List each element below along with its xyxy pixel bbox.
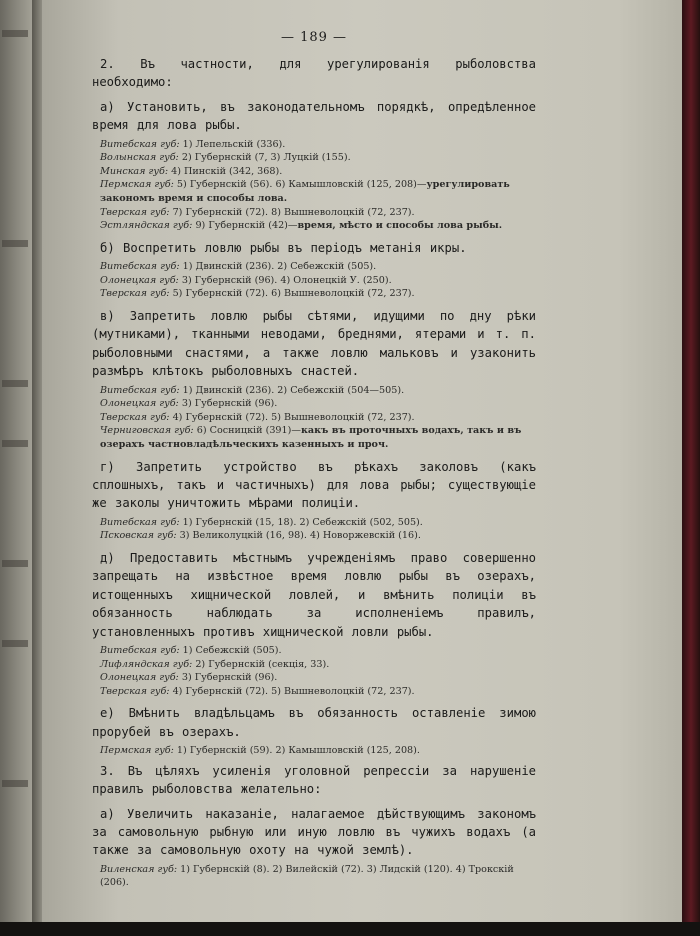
province-name: Тверская губ:	[100, 288, 170, 300]
item-paragraph: а) Увеличить наказаніе, налагаемое дѣйствующимъ закономъ за самовольную рыбную или иную ловлю въ чужихъ водахъ (а также за самовольную охоту на чужой землѣ).	[92, 806, 536, 858]
province-name: Лифляндская губ:	[100, 658, 193, 670]
district-list: 1) Двинскій (236). 2) Себежскій (505).	[179, 261, 377, 273]
reference-note: урегулировать закономъ время и способы лова.	[100, 179, 510, 204]
reference-line	[100, 138, 536, 152]
reference-line	[100, 397, 536, 411]
district-list: 7) Губернскій (72). 8) Вышневолоцкій (72, 237).	[169, 206, 415, 218]
item-paragraph: е) Вмѣнить владѣльцамъ въ обязанность оставленіе зимою прорубей въ озерахъ.	[92, 706, 536, 739]
reference-list	[92, 260, 536, 301]
province-name: Тверская губ:	[100, 206, 170, 218]
district-list: 1) Лепельскій (336).	[179, 138, 286, 150]
province-name: Витебская губ:	[100, 138, 180, 150]
province-name: Пермская губ:	[100, 179, 174, 191]
book-cover-edge	[682, 0, 700, 936]
reference-line	[100, 260, 536, 274]
reference-note: какъ въ проточныхъ водахъ, такъ и въ озерахъ частновладѣльческихъ казенныхъ и проч.	[100, 425, 522, 450]
reference-line	[100, 411, 536, 425]
reference-line	[100, 424, 536, 451]
district-list: 5) Губернскій (56). 6) Камышловскій (125, 208)—	[173, 179, 427, 191]
item-paragraph: а) Установить, въ законодательномъ порядкѣ, опредѣленное время для лова рыбы.	[92, 99, 536, 133]
province-name: Олонецкая губ:	[100, 672, 179, 684]
district-list: 3) Губернскій (96).	[178, 672, 278, 684]
reference-line	[100, 516, 536, 530]
page-number: — 189 —	[280, 30, 348, 45]
reference-list	[92, 516, 536, 543]
province-name: Тверская губ:	[100, 411, 170, 423]
district-list: 3) Губернскій (96).	[178, 398, 278, 410]
province-name: Волынская губ:	[100, 152, 179, 164]
reference-line	[100, 863, 536, 890]
reference-line	[100, 671, 536, 685]
reference-line	[100, 219, 536, 233]
province-name: Витебская губ:	[100, 384, 180, 396]
province-name: Эстляндская губ:	[100, 220, 193, 232]
page-text-block	[92, 30, 536, 894]
district-list: 4) Губернскій (72). 5) Вышневолоцкій (72, 237).	[169, 411, 415, 423]
district-list: 6) Сосницкій (391)—	[193, 425, 301, 437]
district-list: 1) Двинскій (236). 2) Себежскій (504—505).	[179, 384, 405, 396]
facing-page-edge	[0, 0, 32, 936]
reference-line	[100, 685, 536, 699]
reference-line	[100, 529, 536, 543]
reference-line	[100, 274, 536, 288]
reference-line	[100, 644, 536, 658]
item-paragraph: г) Запретить устройство въ рѣкахъ заколовъ (какъ сплошныхъ, такъ и частичныхъ) для лова рыбы; существующіе же заколы уничтожить мѣрами полиціи.	[92, 459, 536, 511]
province-name: Пермская губ:	[100, 745, 174, 757]
province-name: Витебская губ:	[100, 261, 180, 273]
reference-line	[100, 658, 536, 672]
province-name: Виленская губ:	[100, 863, 178, 875]
district-list: 4) Губернскій (72). 5) Вышневолоцкій (72, 237).	[169, 685, 415, 697]
paragraph-list	[92, 55, 536, 890]
province-name: Витебская губ:	[100, 516, 180, 528]
section-paragraph: 3. Въ цѣляхъ усиленія уголовной репрессіи за нарушеніе правилъ рыболовства желательно:	[92, 763, 536, 797]
district-list: 3) Великолуцкій (16, 98). 4) Новоржевскій (16).	[176, 530, 421, 542]
item-paragraph: в) Запретить ловлю рыбы сѣтями, идущими по дну рѣки (мутниками), тканными неводами, бреднями, ятерами и т. п. рыболовными снастями, а также ловлю мальковъ и узаконить размѣръ клѣтокъ рыболовныхъ снастей.	[92, 308, 536, 379]
reference-list	[92, 644, 536, 698]
district-list: 3) Губернскій (96). 4) Олонецкій У. (250).	[178, 274, 392, 286]
book-gutter	[32, 0, 42, 936]
reference-note: время, мѣсто и способы лова рыбы.	[297, 220, 503, 232]
section-paragraph: 2. Въ частности, для урегулированія рыболовства необходимо:	[92, 57, 536, 90]
province-name: Минская губ:	[100, 165, 169, 177]
reference-list	[92, 138, 536, 233]
district-list: 5) Губернскій (72). 6) Вышневолоцкій (72, 237).	[169, 288, 415, 300]
reference-list	[92, 863, 536, 890]
province-name: Олонецкая губ:	[100, 274, 179, 286]
reference-line	[100, 287, 536, 301]
province-name: Псковская губ:	[100, 530, 177, 542]
district-list: 2) Губернскій (секція, 33).	[192, 658, 330, 670]
district-list: 9) Губернскій (42)—	[192, 220, 298, 232]
reference-list	[92, 744, 536, 758]
item-paragraph: б) Воспретить ловлю рыбы въ періодъ метанія икры.	[100, 240, 467, 255]
reference-line	[100, 165, 536, 179]
reference-line	[100, 744, 536, 758]
province-name: Тверская губ:	[100, 685, 170, 697]
reference-list	[92, 384, 536, 452]
province-name: Черниговская губ:	[100, 425, 194, 437]
province-name: Витебская губ:	[100, 645, 180, 656]
reference-line	[100, 384, 536, 398]
province-name: Олонецкая губ:	[100, 398, 179, 410]
reference-line	[100, 151, 536, 165]
district-list: 1) Губернскій (59). 2) Камышловскій (125, 208).	[173, 745, 420, 757]
reference-line	[100, 206, 536, 220]
item-paragraph: д) Предоставить мѣстнымъ учрежденіямъ право совершенно запрещать на извѣстное время ловлю рыбы въ озерахъ, истощенныхъ хищнической ловлей, и вмѣнить полиціи въ обязанность наблюдать за исполненіемъ правилъ, установленныхъ противъ хищнической ловли рыбы.	[92, 550, 536, 639]
background-bottom	[0, 922, 700, 936]
district-list: 1) Губернскій (8). 2) Вилейскій (72). 3) Лидскій (120). 4) Трокскій (206).	[100, 863, 514, 889]
district-list: 2) Губернскій (7, 3) Луцкій (155).	[178, 152, 351, 164]
reference-line	[100, 178, 536, 205]
district-list: 1) Себежскій (505).	[179, 645, 282, 656]
district-list: 1) Губернскій (15, 18). 2) Себежскій (502, 505).	[179, 516, 423, 528]
district-list: 4) Пинскій (342, 368).	[168, 165, 283, 177]
